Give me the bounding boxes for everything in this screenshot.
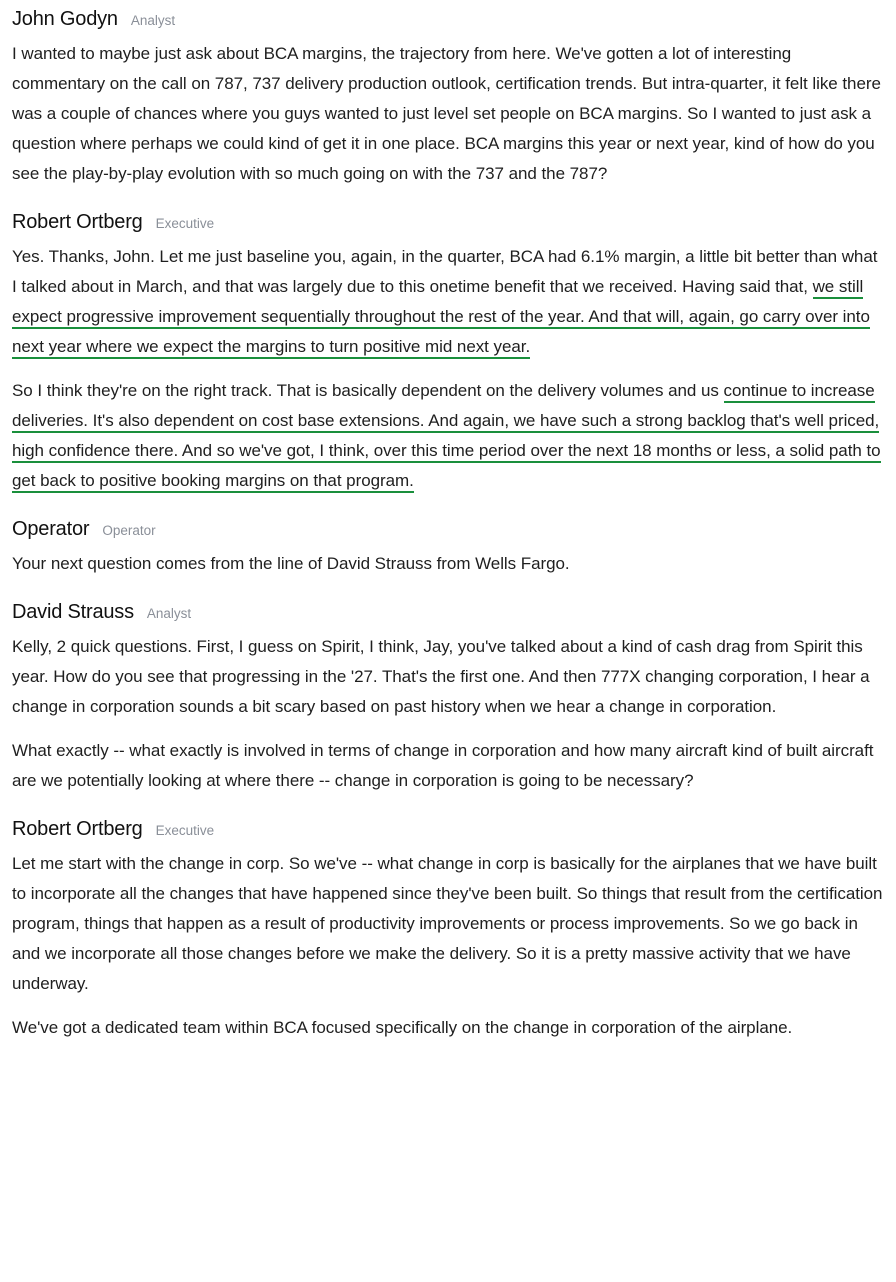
transcript-paragraph xyxy=(12,549,884,579)
speaker-block xyxy=(12,601,884,796)
transcript-paragraph xyxy=(12,376,884,496)
paragraph-text: Let me start with the change in corp. So we've -- what change in corp is basically for the airplanes that we have built to incorporate all the changes that have happened since they've been built. So things that result from the certification program, things that happen as a result of productivity improvements or process improvements. So we go back in and we incorporate all those changes before we make the delivery. So it is a pretty massive activity that we have underway. xyxy=(12,854,883,993)
transcript-paragraph xyxy=(12,632,884,722)
speaker-role: Executive xyxy=(155,823,215,838)
speaker-header xyxy=(12,211,884,234)
speaker-header xyxy=(12,518,884,541)
paragraph-text: We've got a dedicated team within BCA focused specifically on the change in corporation of the airplane. xyxy=(12,1018,793,1037)
speaker-name: John Godyn xyxy=(12,8,118,30)
speaker-role: Analyst xyxy=(130,13,176,28)
speaker-header xyxy=(12,8,884,31)
speaker-header xyxy=(12,601,884,624)
highlighted-text: we still expect progressive improvement sequentially throughout the rest of the year. And that will, again, go carry over into next year where we expect the margins to turn positive mid next year. xyxy=(12,277,870,359)
speaker-block xyxy=(12,518,884,579)
transcript-container xyxy=(0,8,896,1043)
speaker-role: Executive xyxy=(155,216,215,231)
paragraph-text: I wanted to maybe just ask about BCA margins, the trajectory from here. We've gotten a lot of interesting commentary on the call on 787, 737 delivery production outlook, certification trends. But intra-quarter, it felt like there was a couple of chances where you guys wanted to just level set people on BCA margins. So I wanted to just ask a question where perhaps we could kind of get it in one place. BCA margins this year or next year, kind of how do you see the play-by-play evolution with so much going on with the 737 and the 787? xyxy=(12,44,881,183)
speaker-role: Analyst xyxy=(146,606,192,621)
paragraph-text: Yes. Thanks, John. Let me just baseline you, again, in the quarter, BCA had 6.1% margin, a little bit better than what I talked about in March, and that was largely due to this onetime benefit that we received. Having said that, xyxy=(12,247,878,296)
speaker-name: Operator xyxy=(12,518,90,540)
speaker-block xyxy=(12,211,884,496)
transcript-paragraph xyxy=(12,242,884,362)
paragraph-text: Kelly, 2 quick questions. First, I guess on Spirit, I think, Jay, you've talked about a kind of cash drag from Spirit this year. How do you see that progressing in the '27. That's the first one. And then 777X changing corporation, I hear a change in corporation sounds a bit scary based on past history when we hear a change in corporation. xyxy=(12,637,870,716)
paragraph-text: What exactly -- what exactly is involved in terms of change in corporation and how many aircraft kind of built aircraft are we potentially looking at where there -- change in corporation is going to be necessary? xyxy=(12,741,874,790)
transcript-paragraph xyxy=(12,39,884,189)
speaker-name: Robert Ortberg xyxy=(12,211,143,233)
paragraph-text: So I think they're on the right track. That is basically dependent on the delivery volumes and us xyxy=(12,381,724,400)
highlighted-text: continue to increase deliveries. It's also dependent on cost base extensions. And again, we have such a strong backlog that's well priced, high confidence there. And so we've got, I think, over this time period over the next 18 months or less, a solid path to get back to positive booking margins on that program. xyxy=(12,381,881,493)
speaker-name: David Strauss xyxy=(12,601,134,623)
transcript-paragraph xyxy=(12,849,884,999)
speaker-name: Robert Ortberg xyxy=(12,818,143,840)
transcript-paragraph xyxy=(12,736,884,796)
speaker-block xyxy=(12,818,884,1043)
speaker-role: Operator xyxy=(102,523,156,538)
speaker-block xyxy=(12,8,884,189)
paragraph-text: Your next question comes from the line of David Strauss from Wells Fargo. xyxy=(12,554,570,573)
transcript-paragraph xyxy=(12,1013,884,1043)
speaker-header xyxy=(12,818,884,841)
